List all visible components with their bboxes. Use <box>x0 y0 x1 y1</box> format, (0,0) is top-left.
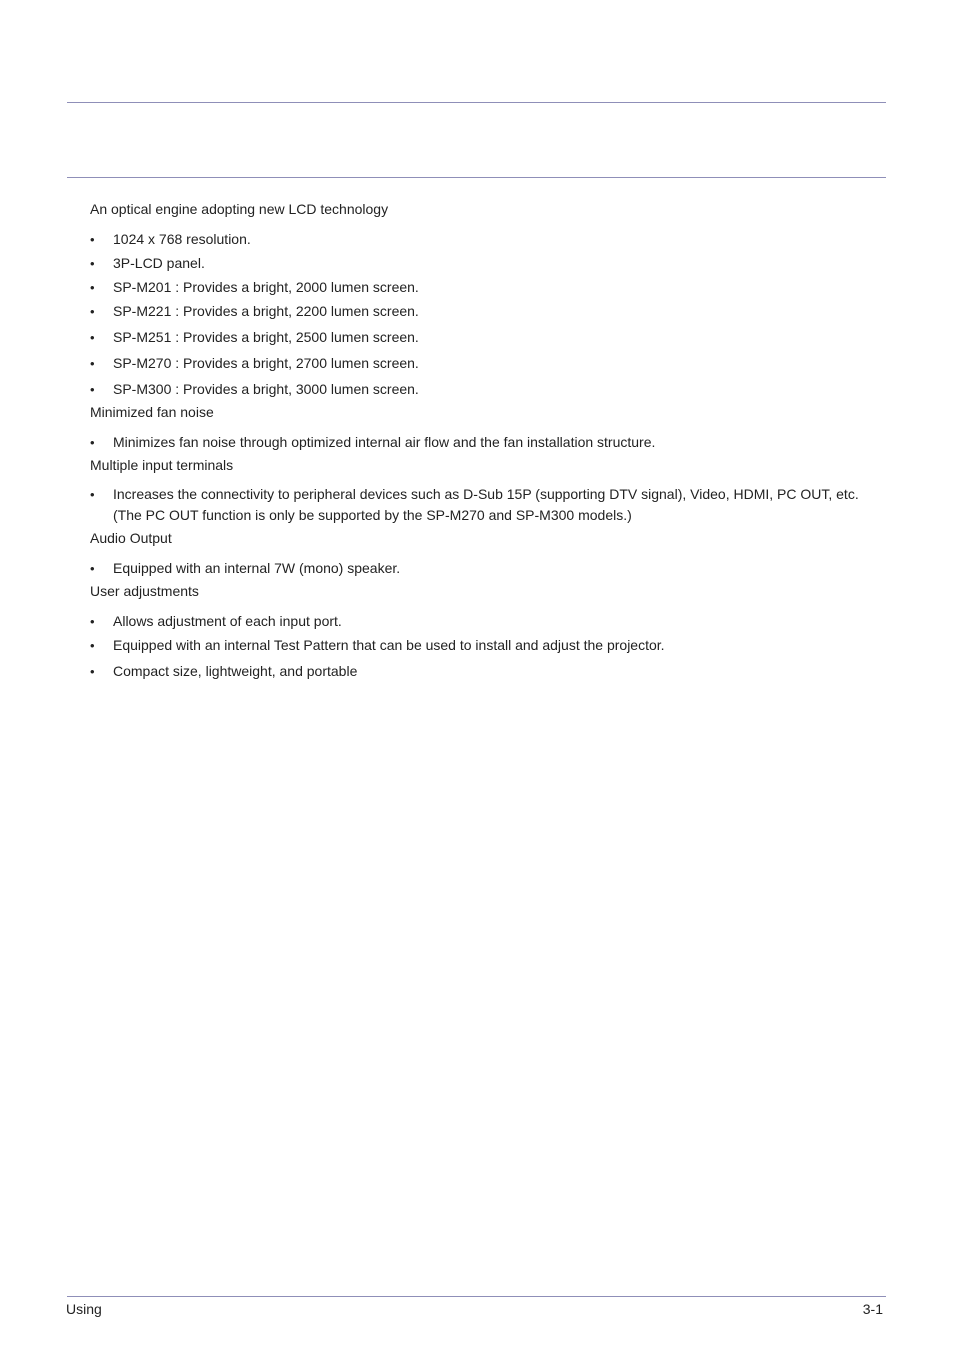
section-heading: User adjustments <box>90 583 199 599</box>
list-item <box>90 353 886 374</box>
list-item <box>90 253 886 274</box>
list-item-text: SP-M201 : Provides a bright, 2000 lumen screen. <box>113 279 419 295</box>
list-item-text: Allows adjustment of each input port. <box>113 613 342 629</box>
list-item-text: Minimizes fan noise through optimized internal air flow and the fan installation structure. <box>113 434 656 450</box>
bullet-list <box>90 229 886 400</box>
footer-rule <box>67 1296 886 1297</box>
section-heading: An optical engine adopting new LCD technology <box>90 201 389 217</box>
bullet-icon: • <box>90 435 95 450</box>
list-item <box>90 611 886 632</box>
list-item <box>90 635 886 656</box>
bullet-list <box>90 484 886 526</box>
bullet-icon: • <box>90 304 95 319</box>
list-item-text: Equipped with an internal Test Pattern that can be used to install and adjust the projector. <box>113 637 665 653</box>
list-item <box>90 327 886 348</box>
bullet-list <box>90 558 886 579</box>
bullet-icon: • <box>90 256 95 271</box>
list-item <box>90 301 886 322</box>
footer-page-number: 3-1 <box>862 1301 883 1317</box>
bullet-icon: • <box>90 487 95 502</box>
bullet-list <box>90 611 886 682</box>
section-audio-output <box>90 529 886 579</box>
section-fan-noise <box>90 403 886 453</box>
list-item <box>90 432 886 453</box>
list-item <box>90 484 886 526</box>
footer-section-name: Using <box>66 1301 102 1317</box>
section-optical-engine <box>90 200 886 400</box>
list-item-text: Increases the connectivity to peripheral devices such as D-Sub 15P (supporting DTV signal), Video, HDMI, PC OUT, etc. (The PC OUT function is only be supported by the SP-M270 and SP-M300 models.) <box>113 486 859 523</box>
list-item-text: SP-M251 : Provides a bright, 2500 lumen screen. <box>113 329 419 345</box>
list-item-text: SP-M270 : Provides a bright, 2700 lumen screen. <box>113 355 419 371</box>
section-heading: Multiple input terminals <box>90 457 234 473</box>
section-user-adjustments <box>90 582 886 682</box>
bullet-icon: • <box>90 330 95 345</box>
bullet-icon: • <box>90 614 95 629</box>
section-heading: Audio Output <box>90 530 172 546</box>
list-item-text: Equipped with an internal 7W (mono) speaker. <box>113 560 401 576</box>
list-item-text: SP-M300 : Provides a bright, 3000 lumen screen. <box>113 381 419 397</box>
list-item-text: 1024 x 768 resolution. <box>113 231 251 247</box>
list-item-text: Compact size, lightweight, and portable <box>113 663 358 679</box>
header-rule-bottom <box>67 177 886 178</box>
header-rule-top <box>67 102 886 103</box>
page-content <box>90 200 886 682</box>
bullet-list <box>90 432 886 453</box>
list-item <box>90 277 886 298</box>
list-item-text: 3P-LCD panel. <box>113 255 205 271</box>
bullet-icon: • <box>90 664 95 679</box>
list-item-text: SP-M221 : Provides a bright, 2200 lumen screen. <box>113 303 419 319</box>
bullet-icon: • <box>90 382 95 397</box>
bullet-icon: • <box>90 638 95 653</box>
list-item <box>90 558 886 579</box>
bullet-icon: • <box>90 280 95 295</box>
list-item <box>90 229 886 250</box>
bullet-icon: • <box>90 232 95 247</box>
bullet-icon: • <box>90 356 95 371</box>
list-item <box>90 379 886 400</box>
list-item <box>90 661 886 682</box>
section-heading: Minimized fan noise <box>90 404 214 420</box>
section-input-terminals <box>90 456 886 526</box>
bullet-icon: • <box>90 561 95 576</box>
